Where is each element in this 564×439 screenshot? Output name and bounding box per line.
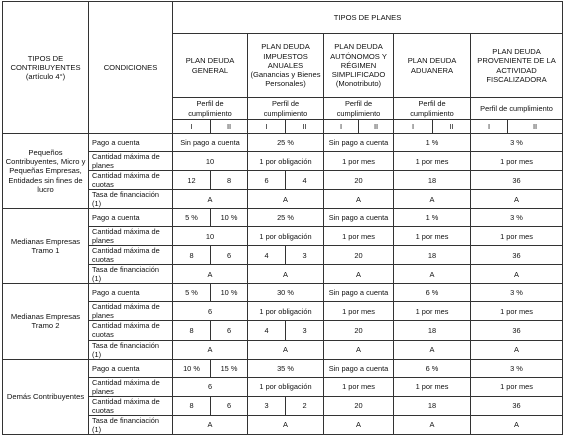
- perfil-cumplimiento-header: Perfil de cumplimiento: [471, 98, 563, 120]
- profile-i-header: I: [248, 120, 286, 134]
- value-cell: A: [173, 340, 248, 359]
- condition-label: Pago a cuenta: [89, 134, 173, 152]
- plan-header: PLAN DEUDA PROVENIENTE DE LA ACTIVIDAD FISCALIZADORA: [471, 34, 563, 98]
- value-cell: 3 %: [471, 359, 563, 377]
- profile-i-header: I: [394, 120, 433, 134]
- profile-i-header: I: [471, 120, 508, 134]
- value-cell: Sin pago a cuenta: [173, 134, 248, 152]
- category-name: Demás Contribuyentes: [3, 359, 89, 434]
- condition-label: Cantidad máxima de cuotas: [89, 246, 173, 265]
- condition-label: Pago a cuenta: [89, 359, 173, 377]
- value-cell: 1 por mes: [394, 152, 471, 171]
- value-cell-profile-ii: 10 %: [211, 209, 248, 227]
- value-cell: A: [471, 340, 563, 359]
- value-cell: A: [324, 340, 394, 359]
- value-cell-profile-i: 12: [173, 171, 211, 190]
- header-tipos-planes: TIPOS DE PLANES: [173, 2, 563, 34]
- condition-label: Pago a cuenta: [89, 284, 173, 302]
- condition-label: Cantidad máxima de cuotas: [89, 171, 173, 190]
- perfil-cumplimiento-header: Perfil de cumplimiento: [324, 98, 394, 120]
- condition-label: Tasa de financiación (1): [89, 190, 173, 209]
- value-cell: 1 por mes: [324, 227, 394, 246]
- condition-label: Cantidad máxima de planes: [89, 377, 173, 396]
- value-cell-profile-i: 3: [248, 396, 286, 415]
- value-cell-profile-ii: 6: [211, 321, 248, 340]
- value-cell-profile-i: 5 %: [173, 284, 211, 302]
- value-cell: 25 %: [248, 134, 324, 152]
- value-cell: 1 por mes: [471, 377, 563, 396]
- value-cell: 36: [471, 246, 563, 265]
- value-cell: 10: [173, 152, 248, 171]
- value-cell: 36: [471, 396, 563, 415]
- category-name: Medianas Empresas Tramo 1: [3, 209, 89, 284]
- value-cell: 1 por mes: [471, 302, 563, 321]
- value-cell: 25 %: [248, 209, 324, 227]
- value-cell: A: [394, 265, 471, 284]
- value-cell: 20: [324, 246, 394, 265]
- profile-ii-header: II: [508, 120, 563, 134]
- value-cell: 1 por mes: [394, 227, 471, 246]
- category-name: Medianas Empresas Tramo 2: [3, 284, 89, 359]
- condition-label: Cantidad máxima de cuotas: [89, 321, 173, 340]
- table-row: [3, 359, 563, 377]
- value-cell: 18: [394, 396, 471, 415]
- condition-label: Pago a cuenta: [89, 209, 173, 227]
- table-row: [3, 134, 563, 152]
- value-cell: A: [248, 415, 324, 434]
- value-cell: 1 por obligación: [248, 152, 324, 171]
- value-cell: 6 %: [394, 284, 471, 302]
- perfil-cumplimiento-header: Perfil de cumplimiento: [173, 98, 248, 120]
- value-cell: A: [248, 190, 324, 209]
- plan-header: PLAN DEUDA GENERAL: [173, 34, 248, 98]
- value-cell: A: [394, 190, 471, 209]
- value-cell: 3 %: [471, 209, 563, 227]
- value-cell: A: [394, 415, 471, 434]
- value-cell-profile-i: 4: [248, 246, 286, 265]
- value-cell-profile-i: 4: [248, 321, 286, 340]
- table-row: [3, 284, 563, 302]
- value-cell: 6 %: [394, 359, 471, 377]
- value-cell: 1 por mes: [324, 152, 394, 171]
- category-name: Pequeños Contribuyentes, Micro y Pequeñas Empresas, Entidades sin fines de lucro: [3, 134, 89, 209]
- value-cell-profile-ii: 4: [286, 171, 324, 190]
- value-cell: A: [173, 415, 248, 434]
- value-cell-profile-i: 10 %: [173, 359, 211, 377]
- value-cell: 1 por obligación: [248, 227, 324, 246]
- value-cell: A: [394, 340, 471, 359]
- value-cell-profile-ii: 6: [211, 396, 248, 415]
- value-cell: 1 por mes: [471, 227, 563, 246]
- condition-label: Tasa de financiación (1): [89, 340, 173, 359]
- value-cell-profile-ii: 3: [286, 246, 324, 265]
- value-cell: 1 por mes: [324, 302, 394, 321]
- value-cell: 3 %: [471, 284, 563, 302]
- plan-header: PLAN DEUDA AUTÓNOMOS Y RÉGIMEN SIMPLIFICADO (Monotributo): [324, 34, 394, 98]
- value-cell: 30 %: [248, 284, 324, 302]
- value-cell: Sin pago a cuenta: [324, 134, 394, 152]
- value-cell: A: [471, 415, 563, 434]
- header-condiciones: CONDICIONES: [89, 2, 173, 134]
- value-cell: A: [324, 190, 394, 209]
- condition-label: Cantidad máxima de planes: [89, 302, 173, 321]
- value-cell: Sin pago a cuenta: [324, 209, 394, 227]
- value-cell: 1 por mes: [471, 152, 563, 171]
- value-cell-profile-ii: 3: [286, 321, 324, 340]
- value-cell: 18: [394, 321, 471, 340]
- value-cell: A: [324, 265, 394, 284]
- value-cell-profile-ii: 6: [211, 246, 248, 265]
- value-cell: 36: [471, 321, 563, 340]
- profile-ii-header: II: [211, 120, 248, 134]
- value-cell: A: [471, 190, 563, 209]
- value-cell: Sin pago a cuenta: [324, 359, 394, 377]
- plan-header: PLAN DEUDA ADUANERA: [394, 34, 471, 98]
- value-cell: 3 %: [471, 134, 563, 152]
- value-cell: A: [173, 265, 248, 284]
- value-cell: 1 %: [394, 134, 471, 152]
- value-cell-profile-ii: 8: [211, 171, 248, 190]
- value-cell: 1 por mes: [324, 377, 394, 396]
- value-cell: 1 %: [394, 209, 471, 227]
- value-cell-profile-i: 8: [173, 321, 211, 340]
- value-cell: 35 %: [248, 359, 324, 377]
- value-cell: Sin pago a cuenta: [324, 284, 394, 302]
- value-cell: A: [248, 340, 324, 359]
- value-cell: 1 por obligación: [248, 302, 324, 321]
- profile-ii-header: II: [433, 120, 471, 134]
- value-cell-profile-i: 8: [173, 246, 211, 265]
- value-cell: 20: [324, 321, 394, 340]
- condition-label: Tasa de financiación (1): [89, 415, 173, 434]
- header-tipos-contribuyentes: TIPOS DE CONTRIBUYENTES (artículo 4°): [3, 2, 89, 134]
- perfil-cumplimiento-header: Perfil de cumplimiento: [248, 98, 324, 120]
- profile-ii-header: II: [359, 120, 394, 134]
- value-cell: 36: [471, 171, 563, 190]
- profile-ii-header: II: [286, 120, 324, 134]
- value-cell: A: [248, 265, 324, 284]
- value-cell: 6: [173, 302, 248, 321]
- condition-label: Cantidad máxima de planes: [89, 227, 173, 246]
- value-cell: 10: [173, 227, 248, 246]
- value-cell-profile-ii: 10 %: [211, 284, 248, 302]
- condition-label: Cantidad máxima de cuotas: [89, 396, 173, 415]
- condition-label: Tasa de financiación (1): [89, 265, 173, 284]
- value-cell-profile-ii: 2: [286, 396, 324, 415]
- value-cell: 1 por mes: [394, 377, 471, 396]
- plans-table: [2, 1, 563, 435]
- table-row: [3, 209, 563, 227]
- value-cell-profile-ii: 15 %: [211, 359, 248, 377]
- plan-header: PLAN DEUDA IMPUESTOS ANUALES (Ganancias y Bienes Personales): [248, 34, 324, 98]
- profile-i-header: I: [173, 120, 211, 134]
- profile-i-header: I: [324, 120, 359, 134]
- value-cell-profile-i: 8: [173, 396, 211, 415]
- value-cell: 20: [324, 171, 394, 190]
- value-cell: A: [324, 415, 394, 434]
- value-cell-profile-i: 5 %: [173, 209, 211, 227]
- perfil-cumplimiento-header: Perfil de cumplimiento: [394, 98, 471, 120]
- value-cell: 1 por mes: [394, 302, 471, 321]
- condition-label: Cantidad máxima de planes: [89, 152, 173, 171]
- value-cell: A: [471, 265, 563, 284]
- value-cell: A: [173, 190, 248, 209]
- value-cell: 18: [394, 246, 471, 265]
- value-cell: 20: [324, 396, 394, 415]
- value-cell-profile-i: 6: [248, 171, 286, 190]
- value-cell: 6: [173, 377, 248, 396]
- value-cell: 18: [394, 171, 471, 190]
- value-cell: 1 por obligación: [248, 377, 324, 396]
